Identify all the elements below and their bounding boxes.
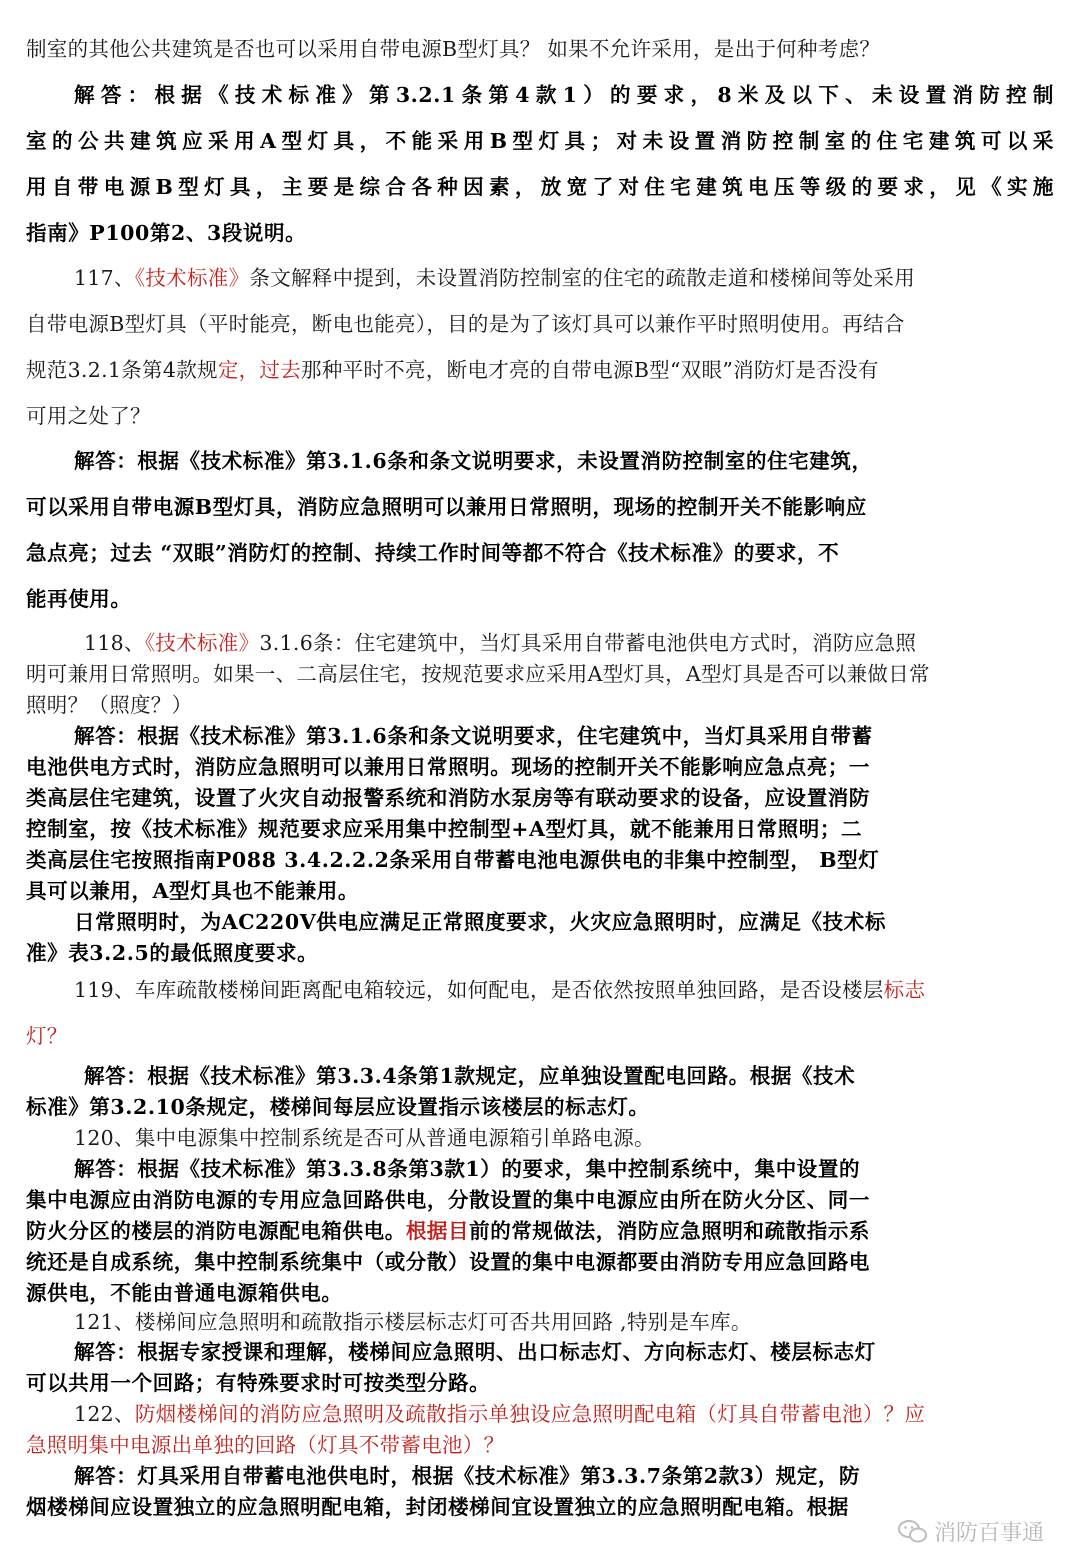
answer-116-line: 用自带电源B型灯具，主要是综合各种因素，放宽了对住宅建筑电压等级的要求，见《实施: [26, 175, 1054, 199]
question-122-line: 122、防烟楼梯间的消防应急照明及疏散指示单独设应急照明配电箱（灯具自带蓄电池）？应: [74, 1402, 926, 1426]
answer-117-line: 急点亮；过去 “双眼”消防灯的控制、持续工作时间等都不符合《技术标准》的要求，不: [26, 541, 840, 565]
answer-116-line: 指南》P100第2、3段说明。: [26, 221, 307, 245]
text-line: 制室的其他公共建筑是否也可以采用自带电源B型灯具？ 如果不允许采用，是出于何种考虑？: [26, 37, 881, 61]
answer-118-line: 类高层住宅建筑，设置了火灾自动报警系统和消防水泵房等有联动要求的设备，应设置消防: [26, 786, 870, 810]
question-118-line: 明可兼用日常照明。如果一、二高层住宅，按规范要求应采用A型灯具，A型灯具是否可以兼做日常: [26, 662, 930, 686]
answer-120-line: 集中电源应由消防电源的专用应急回路供电，分散设置的集中电源应由所在防火分区、同一: [26, 1188, 870, 1212]
answer-120-line: 统还是自成系统，集中控制系统集中（或分散）设置的集中电源都要由消防专用应急回路电: [26, 1250, 870, 1274]
highlight-red: 标志: [883, 978, 926, 1002]
answer-117-line: 能再使用。: [26, 587, 132, 611]
answer-118-line: 准》表3.2.5的最低照度要求。: [26, 941, 319, 965]
question-118-line: 照明？（照度？）: [26, 693, 193, 717]
watermark-text: 消防百事通: [933, 1521, 1044, 1546]
standard-ref: 《技术标准》: [134, 266, 250, 290]
question-119-line: 119、车库疏散楼梯间距离配电箱较远，如何配电，是否依然按照单独回路，是否设楼层标志: [74, 978, 926, 1002]
standard-ref: 《技术标准》: [144, 631, 260, 655]
highlight-red: 防烟楼梯间的消防应急照明及疏散指示单独设应急照明配电箱（灯具自带蓄电池）？应: [134, 1402, 926, 1426]
highlight-red: 根据目: [405, 1219, 470, 1243]
answer-116-line: 室的公共建筑应采用A型灯具，不能采用B型灯具；对未设置消防控制室的住宅建筑可以采: [26, 129, 1054, 153]
answer-120-line: 源供电，不能由普通电源箱供电。: [26, 1281, 343, 1305]
answer-116-line: 解答：根据《技术标准》第3.2.1条第4款1）的要求，8米及以下、未设置消防控制: [74, 83, 1054, 107]
answer-118-line: 日常照明时，为AC220V供电应满足正常照度要求，火灾应急照明时，应满足《技术标: [74, 910, 886, 934]
answer-118-line: 具可以兼用，A型灯具也不能兼用。: [26, 879, 360, 903]
answer-119-line: 标准》第3.2.10条规定，楼梯间每层应设置指示该楼层的标志灯。: [26, 1095, 650, 1119]
question-117-line: 自带电源B型灯具（平时能亮，断电也能亮），目的是为了该灯具可以兼作平时照明使用。再结合: [26, 312, 905, 336]
answer-119-line: 解答：根据《技术标准》第3.3.4条第1款规定，应单独设置配电回路。根据《技术: [84, 1064, 856, 1088]
question-117-line: 117、《技术标准》条文解释中提到，未设置消防控制室的住宅的疏散走道和楼梯间等处采用: [74, 266, 915, 290]
answer-121-line: 解答：根据专家授课和理解，楼梯间应急照明、出口标志灯、方向标志灯、楼层标志灯: [74, 1340, 876, 1364]
answer-120-line: 防火分区的楼层的消防电源配电箱供电。根据目前的常规做法，消防应急照明和疏散指示系: [26, 1219, 871, 1243]
question-117-line: 可用之处了？: [26, 404, 151, 428]
wechat-icon: [898, 1519, 928, 1545]
answer-117-line: 解答：根据《技术标准》第3.1.6条和条文说明要求，未设置消防控制室的住宅建筑，: [74, 449, 873, 473]
highlight-red: 定，过去: [217, 358, 302, 382]
question-119-line: 灯？: [26, 1024, 68, 1048]
question-122-line: 急照明集中电源出单独的回路（灯具不带蓄电池）？: [26, 1433, 505, 1457]
watermark: [898, 1516, 1044, 1547]
answer-117-line: 可以采用自带电源B型灯具，消防应急照明可以兼用日常照明，现场的控制开关不能影响应: [26, 495, 867, 519]
question-120-line: 120、集中电源集中控制系统是否可从普通电源箱引单路电源。: [74, 1126, 655, 1150]
answer-122-line: 烟楼梯间应设置独立的应急照明配电箱，封闭楼梯间宜设置独立的应急照明配电箱。根据: [26, 1495, 849, 1519]
question-118-line: 118、《技术标准》3.1.6条：住宅建筑中，当灯具采用自带蓄电池供电方式时，消防应急照: [84, 631, 917, 655]
answer-121-line: 可以共用一个回路；有特殊要求时可按类型分路。: [26, 1371, 491, 1395]
answer-118-line: 电池供电方式时，消防应急照明可以兼用日常照明。现场的控制开关不能影响应急点亮；一: [26, 755, 870, 779]
answer-120-line: 解答：根据《技术标准》第3.3.8条第3款1）的要求，集中控制系统中，集中设置的: [74, 1157, 861, 1181]
question-121-line: 121、楼梯间应急照明和疏散指示楼层标志灯可否共用回路 ,特别是车库。: [74, 1310, 752, 1334]
answer-118-line: 类高层住宅按照指南P088 3.4.2.2.2条采用自带蓄电池电源供电的非集中控制型， B型灯: [26, 848, 880, 872]
question-117-line: 规范3.2.1条第4款规定，过去那种平时不亮，断电才亮的自带电源B型“双眼”消防灯是否没有: [26, 358, 879, 382]
answer-122-line: 解答：灯具采用自带蓄电池供电时，根据《技术标准》第3.3.7条第2款3）规定，防: [74, 1464, 861, 1488]
answer-118-line: 解答：根据《技术标准》第3.1.6条和条文说明要求，住宅建筑中，当灯具采用自带蓄: [74, 724, 873, 748]
answer-118-line: 控制室，按《技术标准》规范要求应采用集中控制型+A型灯具，就不能兼用日常照明；二: [26, 817, 863, 841]
